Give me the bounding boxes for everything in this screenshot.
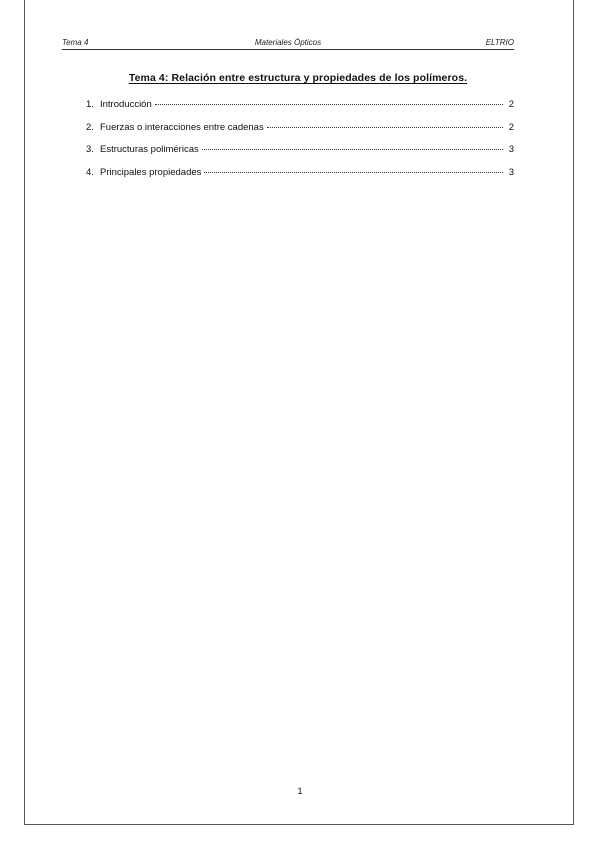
header-right-text: ELTRIO	[485, 38, 514, 47]
toc-entry-fuerzas[interactable]	[86, 122, 514, 145]
toc-entry-page: 2	[508, 121, 514, 133]
toc-entry-page: 3	[508, 166, 514, 178]
toc-entry-label: Principales propiedades	[100, 166, 202, 178]
table-of-contents	[86, 99, 514, 189]
toc-entry-estructuras[interactable]	[86, 144, 514, 167]
toc-entry-introduccion[interactable]	[86, 99, 514, 122]
toc-leader-dots	[267, 127, 503, 128]
toc-entry-page: 2	[508, 99, 514, 110]
toc-entry-number: 1.	[86, 99, 94, 110]
header-center-text: Materiales Ópticos	[254, 38, 322, 47]
toc-entry-propiedades[interactable]	[86, 167, 514, 190]
toc-leader-dots	[202, 149, 503, 150]
toc-entry-number: 3.	[86, 144, 94, 155]
page-header	[62, 36, 514, 50]
toc-entry-label: Estructuras poliméricas	[100, 144, 199, 155]
toc-leader-dots	[204, 172, 503, 173]
page-number: 1	[297, 786, 303, 796]
document-title: Tema 4: Relación entre estructura y propiedades de los polímeros.	[128, 72, 468, 84]
toc-entry-label: Fuerzas o interacciones entre cadenas	[100, 121, 264, 133]
toc-entry-label: Introducción	[100, 99, 152, 110]
toc-leader-dots	[155, 104, 503, 105]
header-left-text: Tema 4	[62, 38, 89, 47]
toc-entry-page: 3	[508, 144, 514, 155]
toc-entry-number: 4.	[86, 166, 94, 178]
toc-entry-number: 2.	[86, 121, 94, 133]
